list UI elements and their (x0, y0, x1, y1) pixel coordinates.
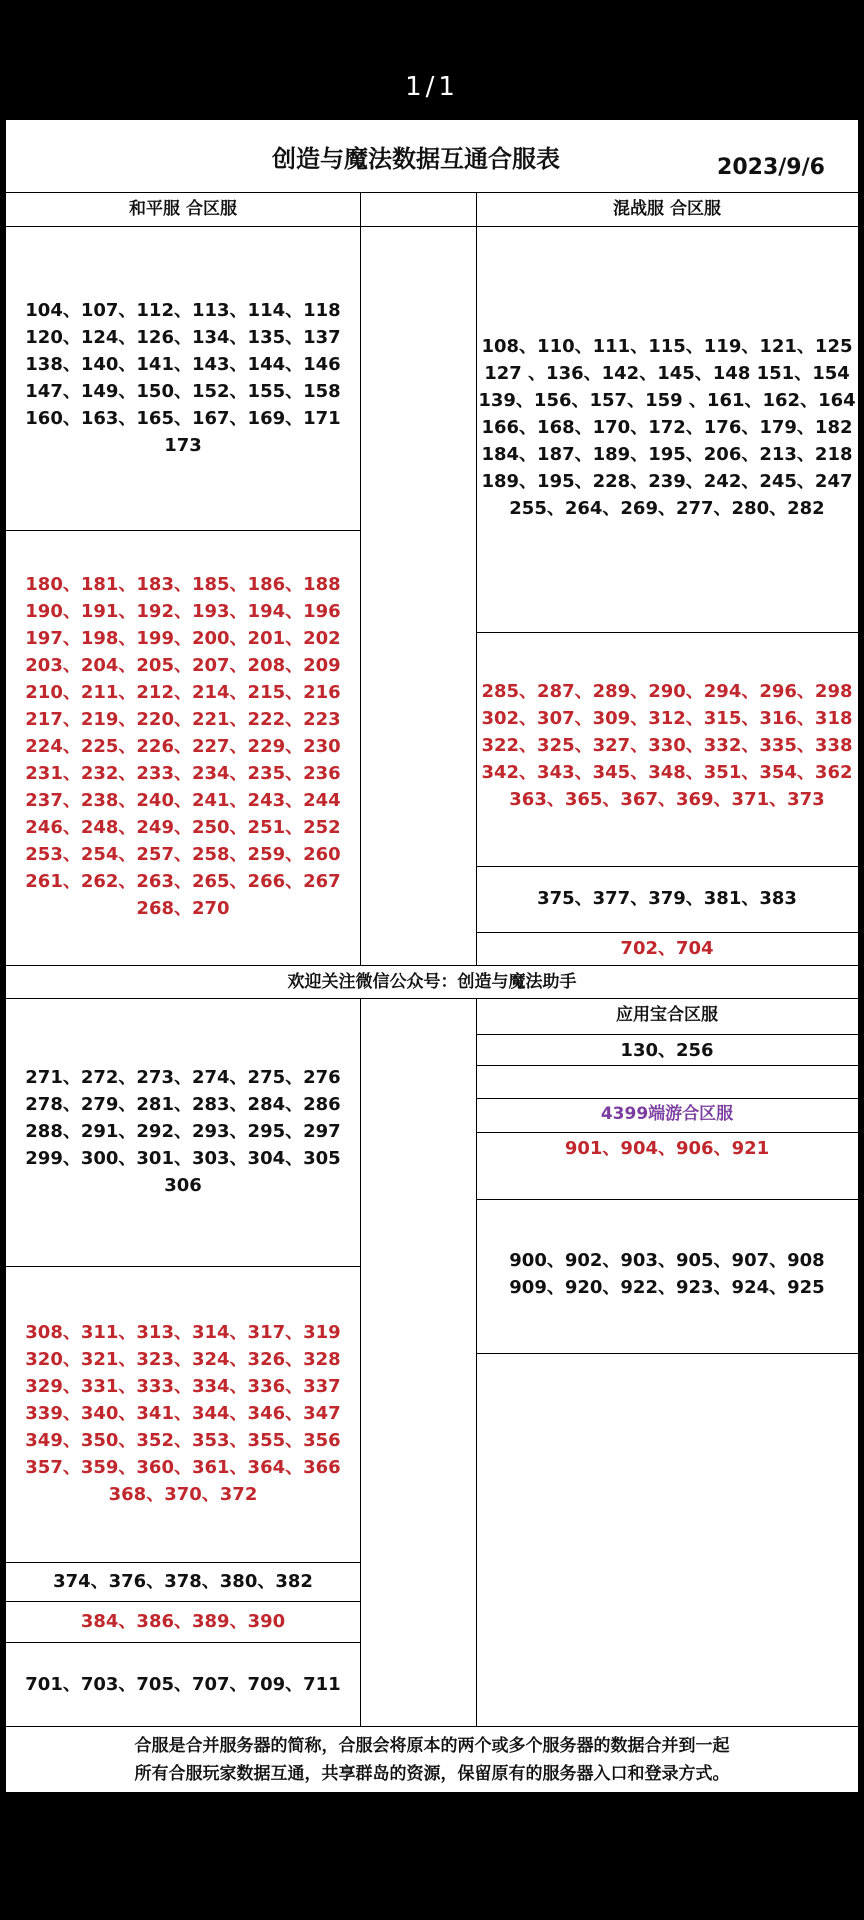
grid-line (476, 192, 477, 965)
left-server-group-3 (6, 1064, 360, 1199)
table-date: 2023/9/6 (717, 155, 825, 180)
server-list-line: 320、321、323、324、326、328 (25, 1349, 341, 1370)
server-list-line: 909、920、922、923、924、925 (509, 1277, 825, 1298)
grid-line (476, 632, 858, 633)
grid-line (476, 1199, 858, 1200)
server-list-line: 138、140、141、143、144、146 (25, 354, 341, 375)
page-title: 创造与魔法数据互通合服表 (272, 145, 560, 173)
left-server-group-1 (6, 297, 360, 459)
server-list-line: 322、325、327、330、332、335、338 (481, 735, 853, 756)
grid-line (6, 226, 858, 227)
server-list-line: 278、279、281、283、284、286 (25, 1094, 341, 1115)
grid-line (360, 192, 361, 965)
left-server-group-5: 374、376、378、380、382 (53, 1571, 313, 1592)
server-list-line: 231、232、233、234、235、236 (25, 763, 341, 784)
grid-line (6, 998, 858, 999)
server-list-line: 302、307、309、312、315、316、318 (481, 708, 853, 729)
server-list-line: 339、340、341、344、346、347 (25, 1403, 341, 1424)
server-list-line: 139、156、157、159 、161、162、164 (478, 390, 856, 411)
server-list-line: 184、187、189、195、206、213、218 (481, 444, 853, 465)
footer-note (6, 1732, 858, 1788)
grid-line (360, 998, 361, 1726)
server-list-line: 237、238、240、241、243、244 (25, 790, 341, 811)
grid-line (476, 932, 858, 933)
page-indicator: 1/1 (405, 72, 459, 102)
left-section-header: 和平服 合区服 (129, 199, 237, 219)
right-server-group-4: 702、704 (620, 938, 714, 959)
server-list-line: 120、124、126、134、135、137 (25, 327, 341, 348)
server-list-line: 308、311、313、314、317、319 (25, 1322, 341, 1343)
grid-line (476, 1353, 858, 1354)
server-list-line: 271、272、273、274、275、276 (25, 1067, 341, 1088)
server-list-line: 127 、136、142、145、148 151、154 (484, 363, 850, 384)
grid-line (476, 1065, 858, 1066)
left-server-group-7: 701、703、705、707、709、711 (25, 1674, 341, 1695)
server-list-line: 363、365、367、369、371、373 (509, 789, 825, 810)
server-list-line: 217、219、220、221、222、223 (25, 709, 341, 730)
server-list-line: 224、225、226、227、229、230 (25, 736, 341, 757)
grid-line (6, 1601, 360, 1602)
footer-line: 所有合服玩家数据互通，共享群岛的资源，保留原有的服务器入口和登录方式。 (134, 1764, 730, 1784)
server-list-line: 900、902、903、905、907、908 (509, 1250, 825, 1271)
grid-line (6, 1266, 360, 1267)
left-server-group-4 (6, 1319, 360, 1508)
right-server-group-5 (476, 1247, 858, 1301)
server-list-line: 329、331、333、334、336、337 (25, 1376, 341, 1397)
grid-line (6, 1562, 360, 1563)
grid-line (6, 192, 858, 193)
server-list-line: 173 (164, 435, 202, 456)
server-list-line: 299、300、301、303、304、305 (25, 1148, 341, 1169)
grid-line (476, 1132, 858, 1133)
server-list-line: 190、191、192、193、194、196 (25, 601, 341, 622)
server-list-line: 210、211、212、214、215、216 (25, 682, 341, 703)
right-server-group-2 (476, 678, 858, 813)
yyb-section-header: 应用宝合区服 (616, 1005, 718, 1025)
right-server-group-3: 375、377、379、381、383 (537, 888, 797, 909)
server-list-line: 246、248、249、250、251、252 (25, 817, 341, 838)
grid-line (476, 866, 858, 867)
server-list-line: 306 (164, 1175, 202, 1196)
server-list-line: 203、204、205、207、208、209 (25, 655, 341, 676)
wechat-notice: 欢迎关注微信公众号：创造与魔法助手 (287, 972, 577, 992)
server-list-line: 285、287、289、290、294、296、298 (481, 681, 853, 702)
merge-table-sheet (6, 120, 858, 1792)
yyb-server-group: 130、256 (620, 1040, 714, 1061)
server-list-line: 253、254、257、258、259、260 (25, 844, 341, 865)
server-list-line: 261、262、263、265、266、267 (25, 871, 341, 892)
grid-line (6, 1642, 360, 1643)
server-list-line: 108、110、111、115、119、121、125 (481, 336, 853, 357)
server-list-line: 357、359、360、361、364、366 (25, 1457, 341, 1478)
server-list-line: 368、370、372 (108, 1484, 258, 1505)
server-list-line: 147、149、150、152、155、158 (25, 381, 341, 402)
footer-line: 合服是合并服务器的简称，合服会将原本的两个或多个服务器的数据合并到一起 (134, 1736, 730, 1756)
server-list-line: 268、270 (136, 898, 230, 919)
server-list-line: 160、163、165、167、169、171 (25, 408, 341, 429)
grid-line (476, 1098, 858, 1099)
server-list-line: 197、198、199、200、201、202 (25, 628, 341, 649)
server-list-line: 349、350、352、353、355、356 (25, 1430, 341, 1451)
server-list-line: 104、107、112、113、114、118 (25, 300, 341, 321)
grid-line (6, 1726, 858, 1727)
server-list-line: 255、264、269、277、280、282 (509, 498, 825, 519)
server-list-line: 166、168、170、172、176、179、182 (481, 417, 853, 438)
grid-line (6, 965, 858, 966)
4399-server-group: 901、904、906、921 (564, 1138, 770, 1159)
server-list-line: 180、181、183、185、186、188 (25, 574, 341, 595)
grid-line (6, 530, 360, 531)
left-server-group-6: 384、386、389、390 (80, 1611, 286, 1632)
4399-section-header: 4399端游合区服 (600, 1104, 734, 1124)
server-list-line: 342、343、345、348、351、354、362 (481, 762, 853, 783)
server-list-line: 288、291、292、293、295、297 (25, 1121, 341, 1142)
server-list-line: 189、195、228、239、242、245、247 (481, 471, 853, 492)
grid-line (476, 1034, 858, 1035)
right-section-header: 混战服 合区服 (613, 199, 721, 219)
right-server-group-1 (476, 333, 858, 522)
left-server-group-2 (6, 571, 360, 922)
